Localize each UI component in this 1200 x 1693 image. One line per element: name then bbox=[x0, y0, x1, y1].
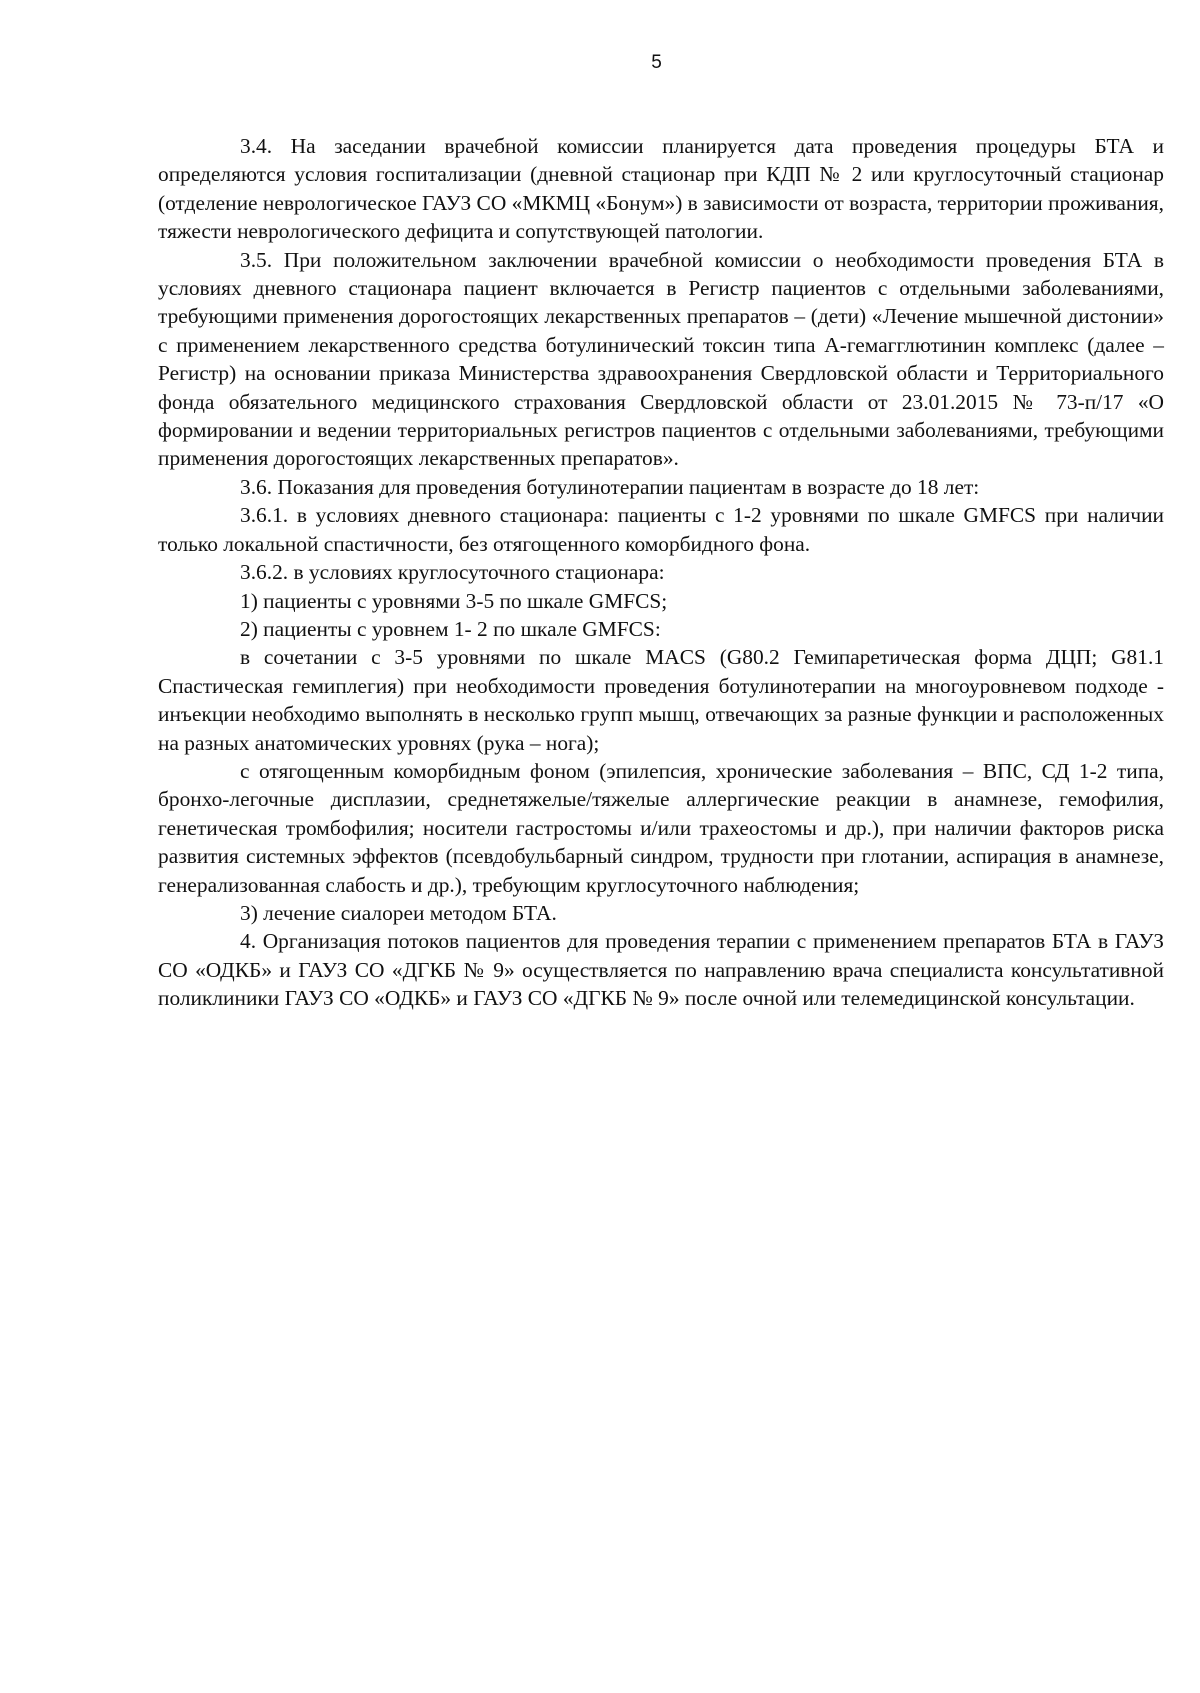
paragraph-3-6-2: 3.6.2. в условиях круглосуточного стационара: bbox=[240, 560, 665, 585]
paragraph-comorbid: с отягощенным коморбидным фоном (эпилепсия, хронические заболевания – ВПС, СД 1-2 типа, бронхо-легочные дисплазии, среднетяжелые/тяжелые аллергические реакции в анамнезе, гемофилия, генетическая тромбофилия; носители гастростомы и/или трахеостомы и др.), при наличии факторов риска развития системных эффектов (псевдобульбарный синдром, трудности при глотании, аспирация в анамнезе, генерализованная слабость и др.), требующим круглосуточного наблюдения; bbox=[158, 758, 1164, 897]
paragraph-3-5: 3.5. При положительном заключении врачебной комиссии о необходимости проведения БТА в условиях дневного стационара пациент включается в Регистр пациентов с отдельными заболеваниями, требующими применения дорогостоящих лекарственных препаратов – (дети) «Лечение мышечной дистонии» с применением лекарственного средства ботулинический токсин типа А-гемагглютинин комплекс (далее – Регистр) на основании приказа Министерства здравоохранения Свердловской области и Территориального фонда обязательного медицинского страхования Свердловской области от 23.01.2015 № 73-п/17 «О формировании и ведении территориальных регистров пациентов с отдельными заболеваниями, требующими применения дорогостоящих лекарственных препаратов». bbox=[158, 247, 1164, 471]
paragraph-macs: в сочетании с 3-5 уровнями по шкале MACS (G80.2 Гемипаретическая форма ДЦП; G81.1 Спастическая гемиплегия) при необходимости проведения ботулинотерапии на многоуровневом подходе - инъекции необходимо выполнять в несколько групп мышц, отвечающих за разные функции и расположенных на разных анатомических уровнях (рука – нога); bbox=[158, 645, 1164, 755]
list-item-3: 3) лечение сиалореи методом БТА. bbox=[240, 900, 557, 925]
paragraph-3-6: 3.6. Показания для проведения ботулинотерапии пациентам в возрасте до 18 лет: bbox=[240, 474, 980, 499]
page-number: 5 bbox=[651, 52, 662, 73]
paragraph-3-6-1: 3.6.1. в условиях дневного стационара: пациенты с 1-2 уровнями по шкале GMFCS при наличии только локальной спастичности, без отягощенного коморбидного фона. bbox=[158, 503, 1164, 556]
paragraph-4: 4. Организация потоков пациентов для проведения терапии с применением препаратов БТА в ГАУЗ СО «ОДКБ» и ГАУЗ СО «ДГКБ № 9» осуществляется по направлению врача специалиста консультативной поликлиники ГАУЗ СО «ОДКБ» и ГАУЗ СО «ДГКБ № 9» после очной или телемедицинской консультации. bbox=[158, 929, 1164, 1011]
paragraph-3-4: 3.4. На заседании врачебной комиссии планируется дата проведения процедуры БТА и определяются условия госпитализации (дневной стационар при КДП № 2 или круглосуточный стационар (отделение неврологическое ГАУЗ СО «МКМЦ «Бонум») в зависимости от возраста, территории проживания, тяжести неврологического дефицита и сопутствующей патологии. bbox=[158, 134, 1164, 244]
list-item-2: 2) пациенты с уровнем 1- 2 по шкале GMFCS: bbox=[240, 616, 661, 641]
document-body bbox=[158, 132, 1164, 1013]
list-item-1: 1) пациенты с уровнями 3-5 по шкале GMFCS; bbox=[240, 588, 668, 613]
